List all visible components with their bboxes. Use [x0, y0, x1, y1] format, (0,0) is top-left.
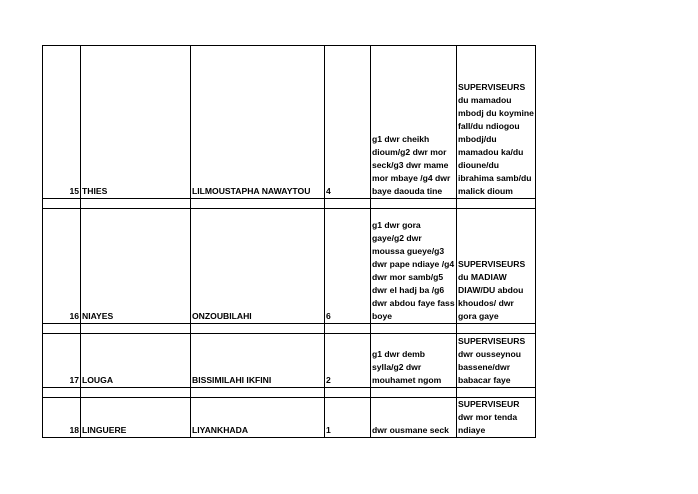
empty-cell — [457, 324, 536, 334]
groups-cell: g1 dwr gora gaye/g2 dwr moussa gueye/g3 dwr pape ndiaye /g4 dwr mor samb/g5 dwr el hadj ba /g6 dwr abdou faye fass boye — [371, 209, 457, 324]
name-cell: BISSIMILAHI IKFINI — [191, 334, 325, 388]
supervisors-cell: SUPERVISEURS du mamadou mbodj du koymine fall/du ndiogou mbodj/du mamadou ka/du dioune/du ibrahima samb/du malick dioum — [457, 46, 536, 199]
empty-cell — [43, 388, 81, 398]
spacer-row — [43, 324, 536, 334]
name-cell: LILMOUSTAPHA NAWAYTOU — [191, 46, 325, 199]
row-number: 17 — [43, 334, 81, 388]
empty-cell — [191, 324, 325, 334]
name-cell: ONZOUBILAHI — [191, 209, 325, 324]
groups-cell: dwr ousmane seck — [371, 398, 457, 438]
empty-cell — [325, 199, 371, 209]
count-cell: 4 — [325, 46, 371, 199]
spacer-row — [43, 388, 536, 398]
count-cell: 2 — [325, 334, 371, 388]
empty-cell — [457, 388, 536, 398]
table-row — [43, 334, 536, 388]
empty-cell — [457, 199, 536, 209]
empty-cell — [325, 388, 371, 398]
empty-cell — [43, 324, 81, 334]
region-cell: LOUGA — [81, 334, 191, 388]
empty-cell — [325, 324, 371, 334]
empty-cell — [43, 199, 81, 209]
count-cell: 1 — [325, 398, 371, 438]
row-number: 16 — [43, 209, 81, 324]
table-row — [43, 398, 536, 438]
region-cell: THIES — [81, 46, 191, 199]
supervisors-cell: SUPERVISEURS dwr ousseynou bassene/dwr babacar faye — [457, 334, 536, 388]
empty-cell — [371, 388, 457, 398]
empty-cell — [191, 199, 325, 209]
spreadsheet-table — [42, 45, 535, 438]
empty-cell — [191, 388, 325, 398]
count-cell: 6 — [325, 209, 371, 324]
groups-cell: g1 dwr cheikh dioum/g2 dwr mor seck/g3 dwr mame mor mbaye /g4 dwr baye daouda tine — [371, 46, 457, 199]
table-row — [43, 46, 536, 199]
data-grid — [42, 45, 536, 438]
name-cell: LIYANKHADA — [191, 398, 325, 438]
region-cell: LINGUERE — [81, 398, 191, 438]
row-number: 15 — [43, 46, 81, 199]
supervisors-cell: SUPERVISEURS du MADIAW DIAW/DU abdou khoudos/ dwr gora gaye — [457, 209, 536, 324]
region-cell: NIAYES — [81, 209, 191, 324]
table-row — [43, 209, 536, 324]
groups-cell: g1 dwr demb sylla/g2 dwr mouhamet ngom — [371, 334, 457, 388]
empty-cell — [81, 199, 191, 209]
empty-cell — [81, 324, 191, 334]
supervisors-cell: SUPERVISEUR dwr mor tenda ndiaye — [457, 398, 536, 438]
empty-cell — [371, 199, 457, 209]
empty-cell — [81, 388, 191, 398]
spacer-row — [43, 199, 536, 209]
row-number: 18 — [43, 398, 81, 438]
empty-cell — [371, 324, 457, 334]
